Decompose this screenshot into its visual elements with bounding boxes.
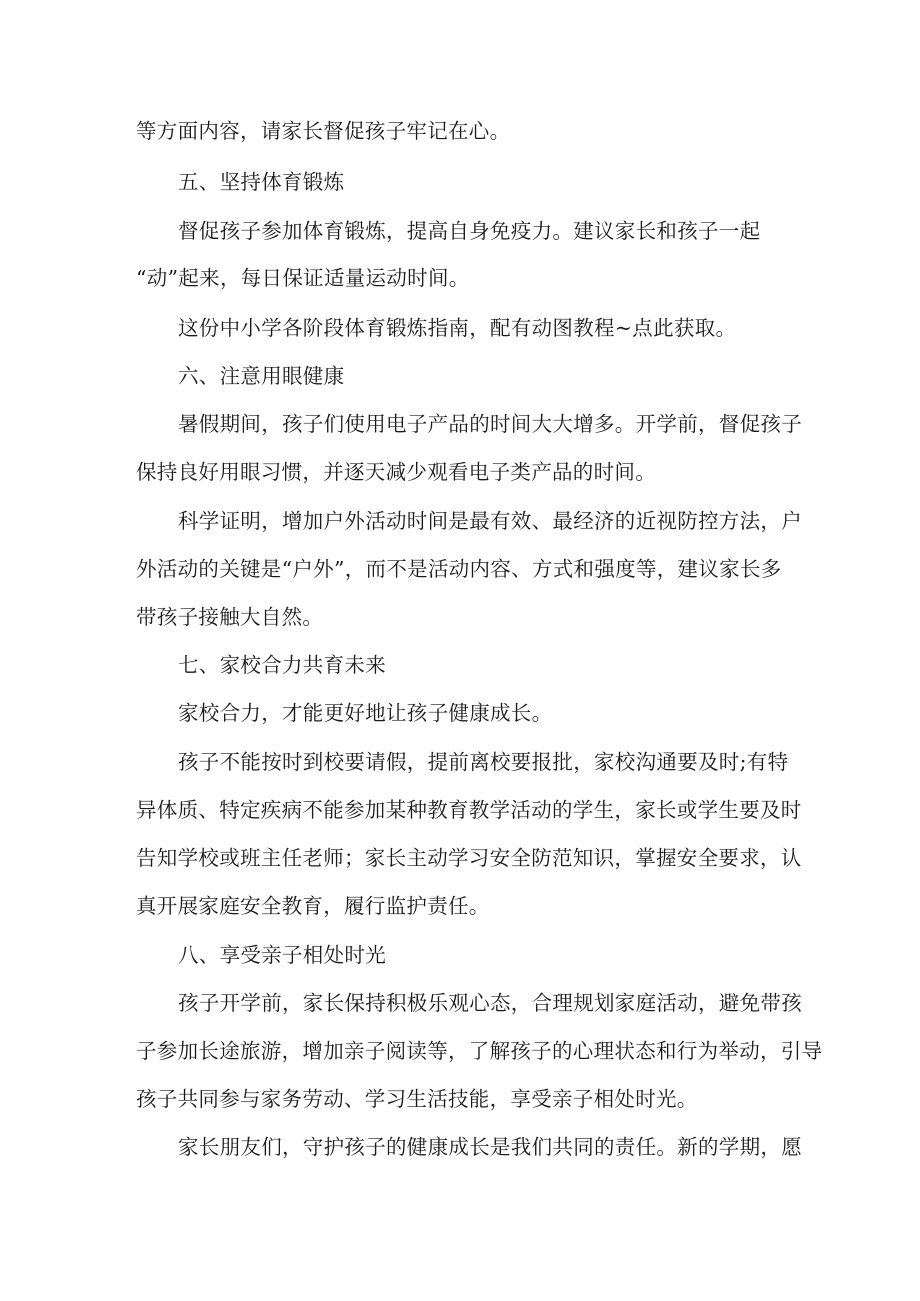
paragraph-line: 带孩子接触大自然。 [136,605,324,629]
section-heading-6: 六、注意用眼健康 [178,364,345,388]
paragraph-line: “动”起来，每日保证适量运动时间。 [136,266,470,290]
paragraph-line: 家长朋友们，守护孩子的健康成长是我们共同的责任。新的学期，愿 [178,1135,802,1159]
paragraph-line: 孩子共同参与家务劳动、学习生活技能，享受亲子相处时光。 [136,1087,698,1111]
paragraph-line: 外活动的关键是“户外”，而不是活动内容、方式和强度等，建议家长多 [136,557,782,581]
section-heading-5: 五、坚持体育锻炼 [178,170,345,194]
paragraph-line: 异体质、特定疾病不能参加某种教育教学活动的学生，家长或学生要及时 [136,798,802,822]
paragraph-line: 等方面内容，请家长督促孩子牢记在心。 [136,119,511,143]
section-heading-7: 七、家校合力共育未来 [178,653,386,677]
paragraph-line: 真开展家庭安全教育，履行监护责任。 [136,894,490,918]
paragraph-line: 子参加长途旅游，增加亲子阅读等，了解孩子的心理状态和行为举动，引导 [136,1039,823,1063]
paragraph-line: 督促孩子参加体育锻炼，提高自身免疫力。建议家长和孩子一起 [178,219,761,243]
paragraph-line: 这份中小学各阶段体育锻炼指南，配有动图教程~点此获取。 [178,316,737,340]
paragraph-line: 暑假期间，孩子们使用电子产品的时间大大增多。开学前，督促孩子 [178,412,802,436]
paragraph-line: 家校合力，才能更好地让孩子健康成长。 [178,701,553,725]
paragraph-line: 保持良好用眼习惯，并逐天减少观看电子类产品的时间。 [136,460,656,484]
paragraph-line: 孩子不能按时到校要请假，提前离校要报批，家校沟通要及时;有特 [178,750,789,774]
paragraph-line: 孩子开学前，家长保持积极乐观心态，合理规划家庭活动，避免带孩 [178,991,802,1015]
section-heading-8: 八、享受亲子相处时光 [178,943,386,967]
paragraph-line: 告知学校或班主任老师；家长主动学习安全防范知识，掌握安全要求，认 [136,846,802,870]
paragraph-line: 科学证明，增加户外活动时间是最有效、最经济的近视防控方法，户 [178,509,802,533]
